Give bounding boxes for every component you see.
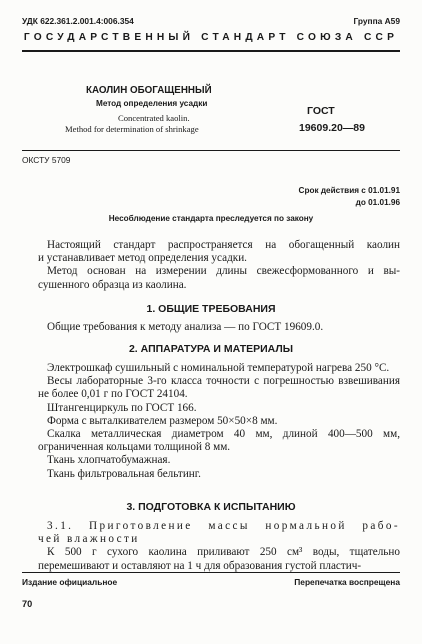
equipment-item-6: Ткань хлопчатобумажная. xyxy=(47,454,171,467)
udk-code: УДК 622.361.2.001.4:006.354 xyxy=(22,16,134,26)
equipment-item-2: Весы лабораторные 3-го класса точности с погрешностью взвешивания не более 0,01 г по ГОСТ 24104. xyxy=(38,375,400,401)
subsection-3-1-title-2: чей влажности xyxy=(38,533,140,546)
equipment-item-4: Форма с выталкивателем размером 50×50×8 мм. xyxy=(47,414,278,427)
footer-rule xyxy=(22,572,400,573)
subsection-3-1-line-2 xyxy=(38,533,400,546)
equipment-item-5: Скалка металлическая диаметром 40 мм, длиной 400—500 мм, ограниченная кольцами толщиной 8 мм. xyxy=(38,428,400,454)
reprint-notice: Перепечатка воспрещена xyxy=(294,577,400,587)
law-notice: Несоблюдение стандарта преследуется по закону xyxy=(108,214,314,223)
equipment-item-1: Электрошкаф сушильный с номинальной температурой нагрева 250 °С. xyxy=(47,362,390,374)
section-1-text: Общие требования к методу анализа — по ГОСТ 19609.0. xyxy=(47,321,324,333)
section-1-body xyxy=(38,321,400,334)
intro-line-1: Настоящий стандарт распространяется на обогащенный каолин xyxy=(47,239,400,251)
title-english-1: Concentrated kaolin. xyxy=(118,113,190,123)
document-title: КАОЛИН ОБОГАЩЕННЫЙ xyxy=(86,85,212,96)
document-subtitle: Метод определения усадки xyxy=(96,99,208,108)
intro-line-3: Метод основан на измерении длины свежесформованного и вы- xyxy=(47,265,400,278)
section-2-heading: 2. АППАРАТУРА И МАТЕРИАЛЫ xyxy=(128,343,294,355)
gost-label: ГОСТ xyxy=(307,105,335,117)
section-3-text: К 500 г сухого каолина приливают 250 см³ воды, тщательно перемешивают и оставляют на 1 ч для образования густой пластич- xyxy=(38,546,400,572)
header-rule xyxy=(22,50,400,52)
section-3-heading: 3. ПОДГОТОВКА К ИСПЫТАНИЮ xyxy=(126,501,296,513)
title-rule xyxy=(22,150,400,151)
intro-section xyxy=(38,239,400,292)
intro-line-4: сушенного образца из каолина. xyxy=(38,278,187,291)
equipment-item-3: Штангенциркуль по ГОСТ 166. xyxy=(47,401,197,414)
section-1-heading: 1. ОБЩИЕ ТРЕБОВАНИЯ xyxy=(146,303,276,315)
okstu-code: ОКСТУ 5709 xyxy=(22,155,71,165)
intro-line-2: и устанавливает метод определения усадки. xyxy=(38,252,247,265)
validity-to: до 01.01.96 xyxy=(355,198,400,207)
equipment-item-7: Ткань фильтровальная бельтинг. xyxy=(47,467,201,480)
section-3-body xyxy=(38,520,400,573)
edition-label: Издание официальное xyxy=(22,577,118,587)
section-2-body xyxy=(38,362,400,481)
standard-banner: ГОСУДАРСТВЕННЫЙ СТАНДАРТ СОЮЗА ССР xyxy=(23,32,399,43)
page-number: 70 xyxy=(22,599,33,609)
group-code: Группа А59 xyxy=(353,16,400,26)
subsection-3-1-line-1 xyxy=(38,520,400,533)
title-english-2: Method for determination of shrinkage xyxy=(65,124,199,134)
gost-number: 19609.20—89 xyxy=(299,122,365,134)
subsection-3-1-title-1: 3.1. Приготовление массы нормальной рабо- xyxy=(47,520,400,532)
validity-from: Срок действия с 01.01.91 xyxy=(298,186,400,195)
